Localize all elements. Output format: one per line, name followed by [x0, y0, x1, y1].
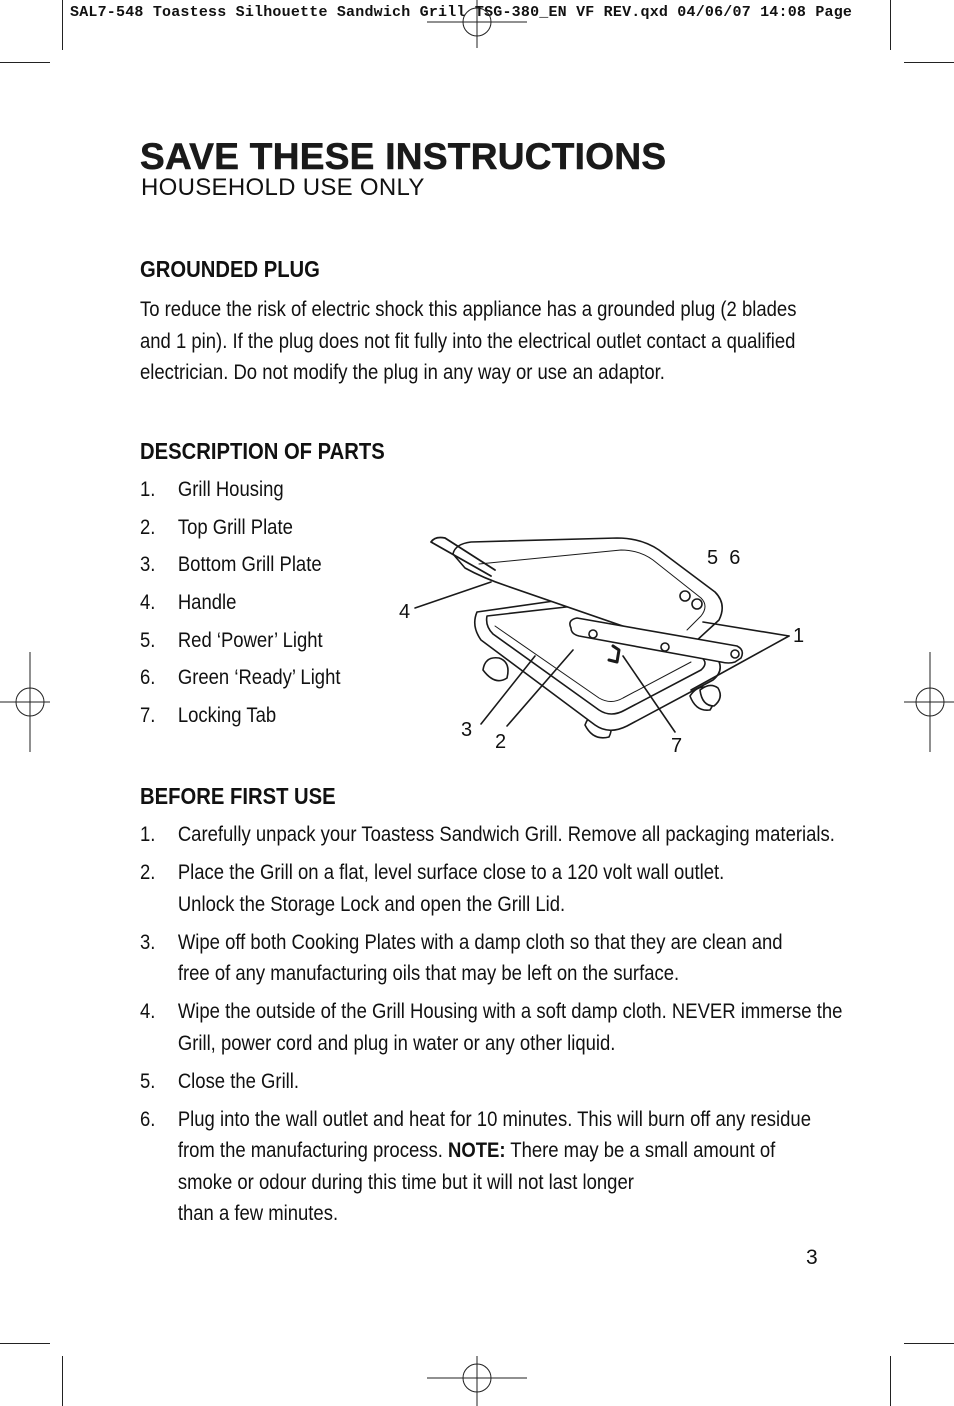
step-item [140, 927, 855, 990]
registration-mark-left [0, 652, 50, 752]
section-heading-before-first-use: BEFORE FIRST USE [140, 783, 336, 809]
item-number: 2. [140, 515, 156, 539]
step-text-part: than a few minutes. [177, 1202, 339, 1225]
registration-mark-right [904, 652, 954, 752]
parts-list-item [140, 552, 340, 590]
callout-4: 4 [399, 601, 411, 623]
step-text-part: Plug into the wall outlet and heat for 10 minutes. This will burn off any residue from the manufacturing process. [177, 1107, 811, 1162]
crop-mark [890, 0, 891, 50]
step-text-part: There may be a small amount of smoke or odour during this time but it will not last longer [177, 1139, 776, 1194]
item-label: Handle [177, 591, 237, 615]
item-number: 5. [140, 628, 156, 652]
step-item [140, 819, 855, 851]
parts-list-item [140, 477, 340, 515]
step-number: 3. [140, 930, 156, 954]
item-number: 7. [140, 704, 156, 728]
green-ready-light [692, 599, 702, 609]
grounded-plug-text: To reduce the risk of electric shock this appliance has a grounded plug (2 blades and 1 pin). If the plug does not fit fully into the electrical outlet contact a qualified electrician. Do not modify the plug in any way or use an adaptor. [140, 298, 797, 384]
step-number: 1. [140, 823, 156, 846]
step-text [178, 1104, 829, 1230]
step-text: Wipe the outside of the Grill Housing with a soft damp cloth. NEVER immerse the Grill, power cord and plug in water or any other liquid. [177, 1000, 843, 1055]
page-number: 3 [806, 1246, 818, 1269]
sandwich-grill-diagram [395, 530, 815, 760]
step-number: 2. [140, 861, 156, 884]
callout-7: 7 [671, 735, 683, 757]
step-item [140, 996, 855, 1059]
red-power-light [680, 591, 690, 601]
step-item [140, 1104, 855, 1230]
item-number: 3. [140, 553, 156, 577]
item-label: Top Grill Plate [177, 515, 293, 539]
step-text: Carefully unpack your Toastess Sandwich Grill. Remove all packaging materials. [177, 823, 835, 846]
crop-mark [904, 62, 954, 63]
callout-5-6: 5 6 [707, 547, 741, 569]
registration-mark-bottom [427, 1356, 527, 1406]
step-text: Close the Grill. [177, 1069, 300, 1093]
item-number: 1. [140, 478, 156, 501]
parts-list-item [140, 628, 340, 666]
parts-list-item [140, 703, 340, 741]
item-label: Grill Housing [177, 478, 284, 501]
crop-mark [62, 1356, 63, 1406]
parts-list-item [140, 515, 340, 553]
note-label: NOTE: [447, 1139, 506, 1162]
step-item [140, 857, 855, 920]
crop-mark [0, 1343, 50, 1344]
steps-list [140, 819, 953, 1236]
item-label: Bottom Grill Plate [177, 553, 322, 577]
grill-foot [483, 658, 508, 681]
crop-mark [0, 62, 50, 63]
parts-list [140, 477, 368, 741]
item-label: Locking Tab [177, 704, 277, 728]
section-heading-grounded-plug: GROUNDED PLUG [140, 256, 320, 282]
step-text: Wipe off both Cooking Plates with a damp cloth so that they are clean and free of any manufacturing oils that may be left on the surface. [177, 930, 783, 985]
item-label: Green ‘Ready’ Light [177, 666, 341, 690]
parts-list-item [140, 665, 340, 703]
crop-mark [890, 1356, 891, 1406]
callout-3: 3 [461, 719, 473, 741]
subtitle: HOUSEHOLD USE ONLY [141, 174, 425, 201]
step-number: 5. [140, 1069, 156, 1093]
item-number: 6. [140, 666, 156, 690]
item-number: 4. [140, 591, 156, 615]
registration-mark-top [427, 0, 527, 50]
callout-2: 2 [495, 731, 507, 753]
print-slug: SAL7-548 Toastess Silhouette Sandwich Grill TSG-380_EN VF REV.qxd 04/06/07 14:08 Page [70, 4, 853, 21]
callout-1: 1 [793, 625, 805, 647]
crop-mark [62, 0, 63, 50]
item-label: Red ‘Power’ Light [177, 628, 323, 652]
parts-list-item [140, 590, 340, 628]
step-item [140, 1066, 855, 1098]
section-heading-description-of-parts: DESCRIPTION OF PARTS [140, 438, 385, 464]
step-number: 4. [140, 1000, 156, 1023]
step-number: 6. [140, 1107, 156, 1131]
crop-mark [904, 1343, 954, 1344]
main-title: SAVE THESE INSTRUCTIONS [140, 136, 667, 177]
step-text: Place the Grill on a flat, level surface close to a 120 volt wall outlet. Unlock the Storage Lock and open the Grill Lid. [177, 861, 725, 916]
